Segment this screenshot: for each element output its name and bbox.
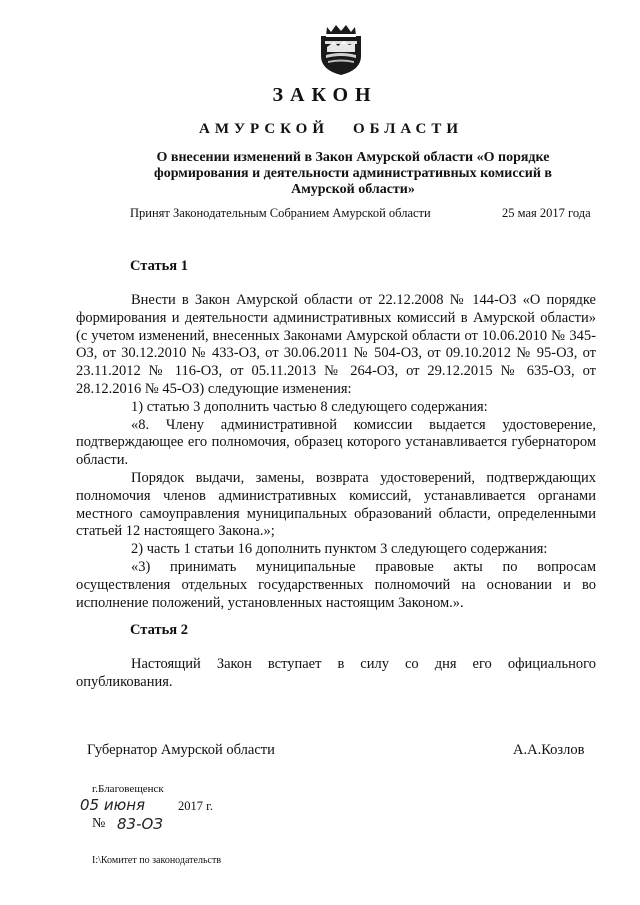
subject-line-2: формирования и деятельности административных комиссий в: [154, 166, 552, 181]
subject-line-1: О внесении изменений в Закон Амурской области «О порядке: [156, 150, 550, 165]
article-2-paragraph-1: Настоящий Закон вступает в силу со дня его официального опубликования.: [76, 656, 596, 690]
city: г.Благовещенск: [92, 783, 164, 795]
article-1-paragraph-5: 2) часть 1 статьи 16 дополнить пунктом 3 следующего содержания:: [131, 541, 548, 558]
region-word-2: ОБЛАСТИ: [353, 121, 463, 137]
article-2-body: [76, 656, 596, 692]
article-1-heading: Статья 1: [130, 258, 188, 274]
governor-title: Губернатор Амурской области: [87, 742, 275, 758]
date-year: 2017 г.: [178, 799, 213, 813]
adopted-date: 25 мая 2017 года: [502, 206, 591, 220]
file-path-footer: I:\Комитет по законодательств: [92, 855, 222, 866]
governor-name: А.А.Козлов: [513, 742, 585, 758]
law-subject: [128, 150, 578, 198]
adopted-by: Принят Законодательным Собранием Амурской области: [130, 206, 431, 220]
subject-line-3: Амурской области»: [291, 182, 415, 197]
coat-of-arms-icon: [318, 22, 364, 76]
article-2-heading: Статья 2: [130, 622, 188, 638]
document-title: ЗАКОН: [272, 84, 378, 106]
handwritten-date: 05 июня: [80, 796, 146, 814]
article-1-paragraph-3: «8. Члену административной комиссии выдается удостоверение, подтверждающее его полномочия, образец которого устанавливается губернатором области.: [76, 416, 596, 469]
law-number-prefix: №: [92, 816, 106, 831]
article-1-paragraph-6: «3) принимать муниципальные правовые акты по вопросам осуществления отдельных государственных полномочий на основании и во исполнение положений, установленных настоящим Законом.».: [76, 558, 596, 611]
handwritten-law-number: 83-ОЗ: [117, 815, 163, 833]
article-1-body: [76, 292, 596, 612]
region-heading: [0, 121, 640, 138]
article-1-paragraph-4: Порядок выдачи, замены, возврата удостоверений, подтверждающих полномочия членов административных комиссий, устанавливается органами местного самоуправления муниципальных образований области, определенными статьей 12 настоящего Закона.»;: [76, 469, 596, 540]
region-word-1: АМУРСКОЙ: [199, 121, 330, 137]
article-1-paragraph-2: 1) статью 3 дополнить частью 8 следующего содержания:: [131, 398, 488, 415]
article-1-paragraph-1: Внести в Закон Амурской области от 22.12.2008 № 144-ОЗ «О порядке формирования и деятельности административных комиссий в Амурской области» (с учетом изменений, внесенных Законами Амурской области от 10.06.2010 № 345-ОЗ, от 30.12.2010 № 433-ОЗ, от 30.06.2011 № 504-ОЗ, от 09.10.2012 № 95-ОЗ, от 23.11.2012 № 116-ОЗ, от 05.11.2013 № 264-ОЗ, от 29.12.2015 № 635-ОЗ, от 28.12.2016 № 45-ОЗ) следующие изменения:: [76, 292, 596, 397]
